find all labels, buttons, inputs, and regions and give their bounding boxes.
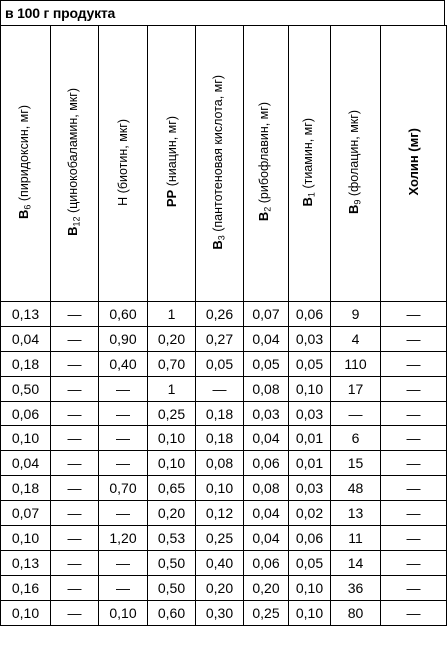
table-cell: 0,40: [99, 351, 148, 376]
table-cell: —: [51, 426, 99, 451]
table-cell: 0,10: [1, 600, 51, 625]
table-cell: —: [51, 451, 99, 476]
table-cell: —: [331, 401, 381, 426]
table-cell: 0,13: [1, 550, 51, 575]
table-cell: —: [99, 575, 148, 600]
table-cell: 0,06: [244, 550, 289, 575]
table-cell: 1: [148, 302, 196, 327]
table-cell: 0,70: [148, 351, 196, 376]
table-row: [1, 302, 447, 327]
table-cell: 0,03: [289, 326, 331, 351]
table-cell: 0,20: [148, 326, 196, 351]
table-cell: 0,20: [244, 575, 289, 600]
table-cell: 0,07: [244, 302, 289, 327]
table-cell: 0,60: [148, 600, 196, 625]
table-cell: 110: [331, 351, 381, 376]
table-cell: —: [99, 550, 148, 575]
table-cell: —: [51, 302, 99, 327]
column-header: Холин (мг): [381, 26, 447, 302]
table-cell: 0,25: [244, 600, 289, 625]
table-row: [1, 401, 447, 426]
table-cell: 0,08: [244, 476, 289, 501]
table-cell: 0,05: [196, 351, 244, 376]
table-cell: 0,50: [148, 550, 196, 575]
table-cell: —: [381, 376, 447, 401]
table-cell: 0,04: [244, 501, 289, 526]
table-cell: 0,25: [148, 401, 196, 426]
table-cell: 0,04: [1, 451, 51, 476]
table-cell: 36: [331, 575, 381, 600]
table-cell: 0,10: [148, 426, 196, 451]
table-cell: 0,60: [99, 302, 148, 327]
column-header: Н (биотин, мкг): [99, 26, 148, 302]
table-cell: —: [99, 501, 148, 526]
table-cell: —: [51, 501, 99, 526]
table-cell: —: [51, 526, 99, 551]
table-cell: 0,50: [148, 575, 196, 600]
table-cell: 0,13: [1, 302, 51, 327]
table-cell: 4: [331, 326, 381, 351]
table-row: [1, 476, 447, 501]
table-cell: 0,03: [289, 476, 331, 501]
table-row: [1, 575, 447, 600]
table-cell: —: [196, 376, 244, 401]
table-cell: 0,25: [196, 526, 244, 551]
table-cell: 0,10: [99, 600, 148, 625]
table-cell: —: [51, 326, 99, 351]
table-cell: 0,27: [196, 326, 244, 351]
table-cell: 1,20: [99, 526, 148, 551]
table-cell: 0,18: [1, 476, 51, 501]
table-cell: 0,07: [1, 501, 51, 526]
table-cell: —: [51, 600, 99, 625]
table-cell: —: [51, 476, 99, 501]
table-cell: 0,06: [289, 526, 331, 551]
table-row: [1, 526, 447, 551]
column-header: $В_9$ (фолацин, мкг): [331, 26, 381, 302]
table-cell: 0,03: [289, 401, 331, 426]
table-cell: —: [51, 351, 99, 376]
table-cell: 0,06: [289, 302, 331, 327]
vitamin-table: [0, 25, 447, 626]
table-row: [1, 550, 447, 575]
table-cell: —: [381, 550, 447, 575]
table-cell: 0,40: [196, 550, 244, 575]
table-row: [1, 326, 447, 351]
table-cell: 0,08: [196, 451, 244, 476]
table-caption: в 100 г продукта: [0, 0, 445, 25]
table-cell: 0,70: [99, 476, 148, 501]
table-cell: 0,18: [196, 426, 244, 451]
table-cell: 0,10: [289, 376, 331, 401]
table-cell: 0,10: [289, 575, 331, 600]
table-cell: 9: [331, 302, 381, 327]
table-cell: —: [381, 302, 447, 327]
table-cell: 0,01: [289, 451, 331, 476]
table-cell: —: [99, 451, 148, 476]
table-cell: —: [381, 326, 447, 351]
table-row: [1, 376, 447, 401]
table-cell: 0,10: [1, 426, 51, 451]
table-row: [1, 501, 447, 526]
table-cell: 0,05: [244, 351, 289, 376]
table-cell: 0,20: [196, 575, 244, 600]
table-cell: 0,20: [148, 501, 196, 526]
table-cell: 11: [331, 526, 381, 551]
table-row: [1, 426, 447, 451]
table-cell: 14: [331, 550, 381, 575]
table-cell: 0,01: [289, 426, 331, 451]
table-row: [1, 451, 447, 476]
table-cell: 6: [331, 426, 381, 451]
table-cell: —: [99, 376, 148, 401]
table-cell: 48: [331, 476, 381, 501]
table-cell: 0,08: [244, 376, 289, 401]
table-cell: —: [99, 401, 148, 426]
table-cell: 15: [331, 451, 381, 476]
table-cell: 0,90: [99, 326, 148, 351]
column-header: $В_1$ (тиамин, мг): [289, 26, 331, 302]
column-header: $В_6$ (пиридоксин, мг): [1, 26, 51, 302]
table-cell: 0,53: [148, 526, 196, 551]
table-cell: —: [381, 526, 447, 551]
table-cell: 1: [148, 376, 196, 401]
table-cell: —: [51, 550, 99, 575]
table-row: [1, 600, 447, 625]
table-cell: 0,26: [196, 302, 244, 327]
header-row: [1, 26, 447, 302]
table-cell: 0,10: [1, 526, 51, 551]
table-cell: 0,06: [1, 401, 51, 426]
table-cell: 0,04: [244, 326, 289, 351]
table-cell: 80: [331, 600, 381, 625]
table-cell: 0,50: [1, 376, 51, 401]
table-cell: —: [381, 575, 447, 600]
table-cell: 0,65: [148, 476, 196, 501]
table-cell: 0,30: [196, 600, 244, 625]
table-cell: —: [381, 351, 447, 376]
table-cell: 0,05: [289, 351, 331, 376]
table-cell: —: [381, 501, 447, 526]
column-header: $В_{12}$ (цинокобаламин, мкг): [51, 26, 99, 302]
table-cell: 0,02: [289, 501, 331, 526]
table-cell: 0,10: [196, 476, 244, 501]
table-cell: 0,12: [196, 501, 244, 526]
table-cell: 17: [331, 376, 381, 401]
table-cell: 0,16: [1, 575, 51, 600]
table-cell: 13: [331, 501, 381, 526]
table-cell: —: [99, 426, 148, 451]
column-header: $В_2$ (рибофлавин, мг): [244, 26, 289, 302]
table-cell: 0,10: [289, 600, 331, 625]
table-cell: —: [381, 401, 447, 426]
table-cell: 0,10: [148, 451, 196, 476]
table-cell: 0,05: [289, 550, 331, 575]
table-cell: —: [51, 376, 99, 401]
table-cell: 0,18: [196, 401, 244, 426]
table-cell: —: [381, 451, 447, 476]
table-cell: 0,04: [244, 426, 289, 451]
table-body: [1, 302, 447, 626]
table-cell: —: [381, 600, 447, 625]
column-header: РР (ниацин, мг): [148, 26, 196, 302]
table-cell: 0,04: [244, 526, 289, 551]
table-cell: —: [51, 575, 99, 600]
table-cell: —: [51, 401, 99, 426]
table-cell: —: [381, 476, 447, 501]
table-cell: 0,06: [244, 451, 289, 476]
column-header: $В_3$ (пантотеновая кислота, мг): [196, 26, 244, 302]
table-cell: 0,18: [1, 351, 51, 376]
table-row: [1, 351, 447, 376]
table-cell: 0,04: [1, 326, 51, 351]
table-cell: —: [381, 426, 447, 451]
table-cell: 0,03: [244, 401, 289, 426]
